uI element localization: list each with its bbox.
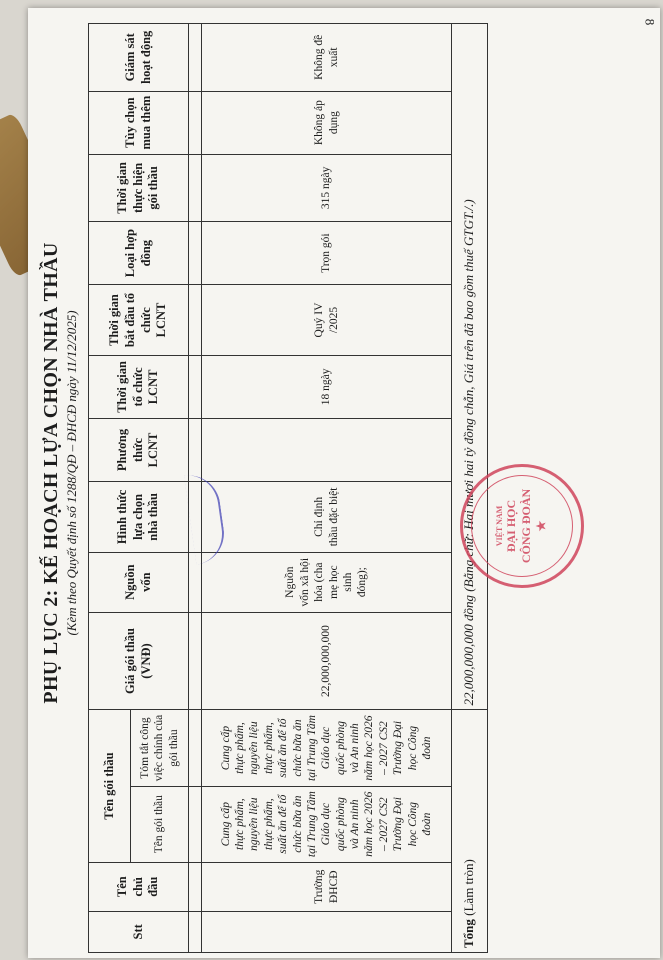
- header-chu-dau-tu: Tên chủ đầu: [89, 862, 189, 911]
- header-tuy-chon: Tùy chọn mua thêm: [89, 91, 189, 154]
- document-subtitle: (Kèm theo Quyết định số 1288/QĐ – ĐHCĐ ngày 11/12/2025): [64, 310, 79, 636]
- header-thoi-gian-to-chuc: Thời gian tổ chức LCNT: [89, 355, 189, 418]
- page-number: 8: [641, 18, 657, 26]
- cell-nguon-von: Nguồn vốn xã hội hóa (cha mẹ học sinh đóng);: [202, 552, 452, 612]
- cell-chu-dau-tu: Trường ĐHCĐ: [202, 862, 452, 911]
- document-page: [28, 8, 660, 958]
- cell-ten-goi-thau: Cung cấp thực phẩm, nguyên liệu thực phẩm, suất ăn để tổ chức bữa ăn tại Trung Tâm Giáo dục quốc phòng và An ninh năm học 2026 – 2027 CS2 Trường Đại học Công đoàn: [202, 786, 452, 862]
- total-label-cell: [452, 710, 488, 953]
- bid-plan-table: [88, 23, 488, 953]
- cell-tuy-chon: Không áp dụng: [202, 91, 452, 154]
- cell-gia-goi-thau: 22,000,000,000: [202, 612, 452, 710]
- header-stt: Stt: [89, 911, 189, 952]
- cell-thoi-gian-thuc-hien: 315 ngày: [202, 154, 452, 221]
- total-note: (Làm tròn): [461, 859, 477, 916]
- rotated-document: [40, 8, 663, 953]
- header-gia-goi-thau: Giá gói thầu (VNĐ): [89, 612, 189, 710]
- cell-loai-hop-dong: Trọn gói: [202, 222, 452, 285]
- document-title: PHỤ LỤC 2: KẾ HOẠCH LỰA CHỌN NHÀ THẦU: [40, 242, 62, 704]
- header-hinh-thuc: Hình thức lựa chọn nhà thầu: [89, 482, 189, 553]
- header-thoi-gian-thuc-hien: Thời gian thực hiện gói thầu: [89, 154, 189, 221]
- cell-thoi-gian-bat-dau: Quý IV /2025: [202, 285, 452, 356]
- total-label: Tổng: [461, 919, 477, 948]
- official-stamp: VIỆT NAM ĐẠI HỌC CÔNG ĐOÀN ★: [460, 464, 584, 588]
- cell-giam-sat: Không đề xuất: [202, 24, 452, 92]
- table-row: [202, 24, 452, 953]
- cell-thoi-gian-to-chuc: 18 ngày: [202, 355, 452, 418]
- cell-tom-tat: Cung cấp thực phẩm, nguyên liệu thực phẩm, suất ăn để tổ chức bữa ăn tại Trung Tâm Giáo dục quốc phòng và An ninh năm học 2026 – 2027 CS2 Trường Đại học Công đoàn: [202, 710, 452, 786]
- header-nguon-von: Nguồn vốn: [89, 552, 189, 612]
- header-phuong-thuc: Phương thức LCNT: [89, 418, 189, 481]
- header-thoi-gian-bat-dau: Thời gian bắt đầu tổ chức LCNT: [89, 285, 189, 356]
- cell-hinh-thuc: Chỉ định thầu đặc biệt: [202, 482, 452, 553]
- header-ten-goi-thau-group: Tên gói thầu: [89, 710, 131, 862]
- total-value: 22,000,000,000 đồng (Bằng chữ: Hai mươi hai tỷ đồng chẵn, Giá trên đã bao gồm thuế GTGT./.): [452, 24, 488, 710]
- header-ten-goi-thau: Tên gói thầu: [131, 786, 189, 862]
- header-tom-tat: Tóm tắt công việc chính của gói thầu: [131, 710, 189, 786]
- header-giam-sat: Giám sát hoạt động: [89, 24, 189, 92]
- cell-stt: [202, 911, 452, 952]
- header-loai-hop-dong: Loại hợp đồng: [89, 222, 189, 285]
- cell-phuong-thuc: [202, 418, 452, 481]
